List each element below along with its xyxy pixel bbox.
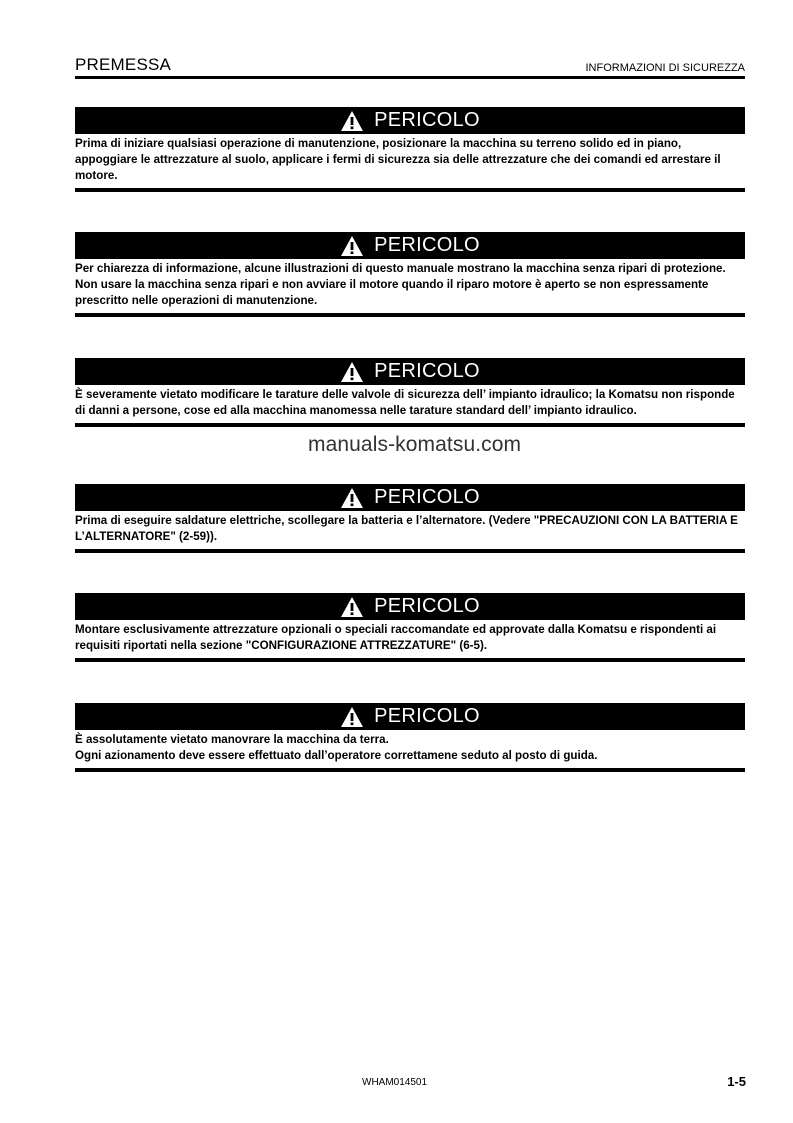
danger-notice [75, 484, 745, 553]
danger-header-bar [75, 703, 745, 730]
danger-notice [75, 358, 745, 427]
danger-header-bar [75, 232, 745, 259]
danger-header-bar [75, 107, 745, 134]
divider [75, 549, 745, 553]
page-number: 1-5 [727, 1074, 746, 1089]
danger-paragraph: È assolutamente vietato manovrare la macchina da terra. [75, 733, 389, 746]
danger-text [75, 511, 745, 549]
danger-notice [75, 593, 745, 662]
danger-text [75, 385, 745, 423]
danger-notice [75, 107, 745, 192]
danger-paragraph: Ogni azionamento deve essere effettuato dall’operatore correttamene seduto al posto di guida. [75, 749, 598, 762]
page-header [75, 54, 745, 79]
danger-header-bar [75, 593, 745, 620]
divider [75, 188, 745, 192]
danger-header-bar [75, 484, 745, 511]
warning-triangle-icon [340, 706, 364, 728]
document-code: WHAM014501 [362, 1077, 428, 1088]
danger-notice [75, 703, 745, 772]
danger-title: PERICOLO [374, 595, 480, 617]
subsection-title: INFORMAZIONI DI SICUREZZA [585, 62, 745, 74]
danger-paragraph: È severamente vietato modificare le tarature delle valvole di sicurezza dell’ impianto idraulico; la Komatsu non risponde di danni a persone, cose ed alla macchina manomessa nelle tarature standard dell’ impianto idraulico. [75, 388, 735, 417]
danger-title: PERICOLO [374, 486, 480, 508]
warning-triangle-icon [340, 487, 364, 509]
warning-triangle-icon [340, 596, 364, 618]
danger-header-bar [75, 358, 745, 385]
warning-triangle-icon [340, 235, 364, 257]
divider [75, 423, 745, 427]
danger-notice [75, 232, 745, 317]
danger-text [75, 620, 745, 658]
watermark: manuals-komatsu.com [308, 433, 522, 456]
warning-triangle-icon [340, 110, 364, 132]
danger-title: PERICOLO [374, 234, 480, 256]
danger-paragraph: Montare esclusivamente attrezzature opzionali o speciali raccomandate ed approvate dalla Komatsu e rispondenti ai requisiti riportati nella sezione "CONFIGURAZIONE ATTREZZATURE" (6-5). [75, 623, 717, 652]
danger-text [75, 134, 745, 188]
divider [75, 658, 745, 662]
danger-text [75, 259, 745, 313]
danger-paragraph: Per chiarezza di informazione, alcune illustrazioni di questo manuale mostrano la macchina senza ripari di protezione. Non usare la macchina senza ripari e non avviare il motore quando il riparo motore è aperto se non espressamente prescritto nelle operazioni di manutenzione. [75, 262, 726, 307]
divider [75, 768, 745, 772]
divider [75, 313, 745, 317]
danger-paragraph: Prima di iniziare qualsiasi operazione di manutenzione, posizionare la macchina su terreno solido ed in piano, appoggiare le attrezzature al suolo, applicare i fermi di sicurezza sia delle attrezzature che dei comandi ed arrestare il motore. [75, 137, 721, 182]
danger-text [75, 730, 745, 768]
warning-triangle-icon [340, 361, 364, 383]
danger-title: PERICOLO [374, 360, 480, 382]
danger-paragraph: Prima di eseguire saldature elettriche, scollegare la batteria e l’alternatore. (Vedere "PRECAUZIONI CON LA BATTERIA E L’ALTERNATORE" (2-59)). [75, 514, 738, 543]
danger-title: PERICOLO [374, 109, 480, 131]
danger-title: PERICOLO [374, 705, 480, 727]
section-title: PREMESSA [75, 55, 172, 74]
